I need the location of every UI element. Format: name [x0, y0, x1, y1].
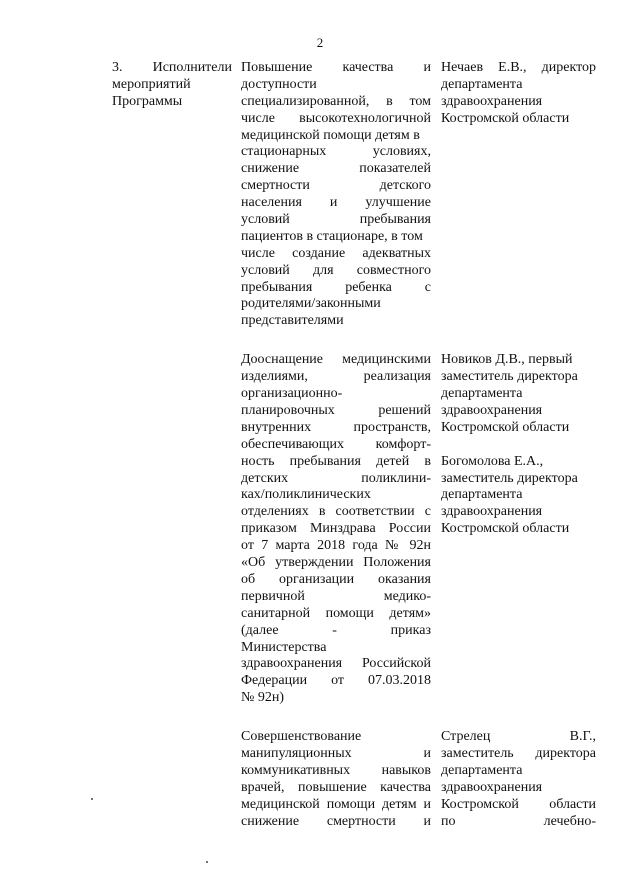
executor-text-line: заместитель директора	[441, 746, 596, 762]
executor-text-line: Нечаев Е.В., директор	[441, 60, 596, 75]
executor-text-line: здравоохранения	[441, 779, 543, 795]
event-text-line: здравоохранения Российской	[241, 656, 431, 672]
executor-text-line: Костромской области	[441, 521, 570, 537]
event-text-line: Министерства	[241, 639, 327, 655]
section-title-column	[112, 60, 232, 111]
executor-text-line: Костромской области	[441, 110, 570, 126]
event-text-line: пациентов в стационаре, в том	[241, 228, 423, 244]
event-text-line: Повышение качества и	[241, 60, 431, 75]
event-text-line: обеспечивающих комфорт-	[241, 436, 431, 452]
executor-text-line: Стрелец В.Г.,	[441, 729, 596, 745]
event-text-line: об организации оказания	[241, 571, 431, 587]
executor-text-line: департамента	[441, 386, 523, 402]
event-text-line: «Об утверждении Положения	[241, 555, 431, 571]
executor-text-line: здравоохранения	[441, 504, 543, 520]
executors-column	[441, 60, 596, 831]
event-text-line: доступности	[241, 76, 317, 92]
event-entry	[241, 352, 431, 707]
entry-gap	[241, 707, 431, 729]
event-text-line: числе высокотехнологичной	[241, 110, 431, 126]
event-text-line: родителями/законными	[241, 296, 381, 312]
event-text-line: изделиями, реализация	[241, 369, 431, 385]
event-text-line: числе создание адекватных	[241, 245, 431, 261]
event-text-line: санитарной помощи детям»	[241, 605, 431, 621]
event-text-line: снижение показателей	[241, 161, 431, 177]
executor-text-line: по лечебно-	[441, 813, 596, 829]
event-text-line: врачей, повышение качества	[241, 779, 431, 795]
section-title-line: Программы	[112, 93, 183, 109]
executor-text-line: здравоохранения	[441, 403, 543, 419]
event-text-line: условий пребывания	[241, 212, 431, 228]
event-text-line: медицинской помощи детям и	[241, 796, 431, 812]
event-text-line: планировочных решений	[241, 403, 431, 419]
executor-text-line: Костромской области	[441, 796, 596, 812]
event-text-line: смертности детского	[241, 178, 431, 194]
executor-entry	[441, 729, 596, 830]
event-text-line: коммуникативных навыков	[241, 763, 431, 778]
event-entry	[241, 60, 431, 330]
scan-speck	[206, 861, 208, 863]
event-entry	[241, 729, 431, 830]
section-title-line: 3. Исполнители	[112, 60, 232, 75]
executor-text-line: здравоохранения	[441, 93, 543, 109]
event-text-line: ность пребывания детей в	[241, 453, 431, 469]
entry-gap	[441, 330, 596, 352]
event-text-line: пребывания ребенка с	[241, 279, 431, 295]
scan-speck	[91, 798, 93, 800]
executor-text-line: Новиков Д.В., первый	[441, 352, 573, 368]
executor-text-line: заместитель директора	[441, 470, 578, 486]
event-text-line: организационно-	[241, 386, 343, 402]
section-title-line: мероприятий	[112, 76, 191, 92]
event-text-line: Дооснащение медицинскими	[241, 352, 431, 368]
event-text-line: условий для совместного	[241, 262, 431, 278]
event-text-line: манипуляционных и	[241, 746, 431, 762]
entry-gap	[441, 707, 596, 729]
event-text-line: снижение смертности и	[241, 813, 431, 829]
event-text-line: приказом Минздрава России	[241, 521, 431, 537]
event-text-line: отделениях в соответствии с	[241, 504, 431, 520]
event-text-line: медицинской помощи детям в	[241, 127, 420, 143]
entry-gap	[241, 330, 431, 352]
event-text-line: ках/поликлинических	[241, 487, 371, 503]
events-column	[241, 60, 431, 831]
executor-text-line: Костромской области	[441, 419, 570, 435]
page-number: 2	[316, 35, 324, 50]
executor-text-line: Богомолова Е.А.,	[441, 453, 544, 469]
event-text-line: от 7 марта 2018 года № 92н	[241, 538, 431, 554]
event-text-line: специализированной, в том	[241, 93, 431, 109]
event-text-line: стационарных условиях,	[241, 144, 431, 160]
executor-text-line: заместитель директора	[441, 369, 578, 385]
event-text-line: детских поликлини-	[241, 470, 431, 486]
event-text-line: внутренних пространств,	[241, 419, 431, 435]
event-text-line: населения и улучшение	[241, 195, 431, 211]
executor-text-line: департамента	[441, 76, 523, 92]
event-text-line: Федерации от 07.03.2018	[241, 673, 431, 689]
executor-text-line: департамента	[441, 487, 523, 503]
executor-entry	[441, 352, 596, 707]
event-text-line: первичной медико-	[241, 588, 431, 604]
event-text-line: представителями	[241, 313, 344, 329]
executor-text-line: департамента	[441, 763, 523, 778]
executor-entry	[441, 60, 596, 330]
event-text-line: № 92н)	[241, 690, 285, 706]
executor-text-line	[441, 437, 596, 454]
event-text-line: Совершенствование	[241, 729, 362, 745]
event-text-line: (далее - приказ	[241, 622, 431, 638]
